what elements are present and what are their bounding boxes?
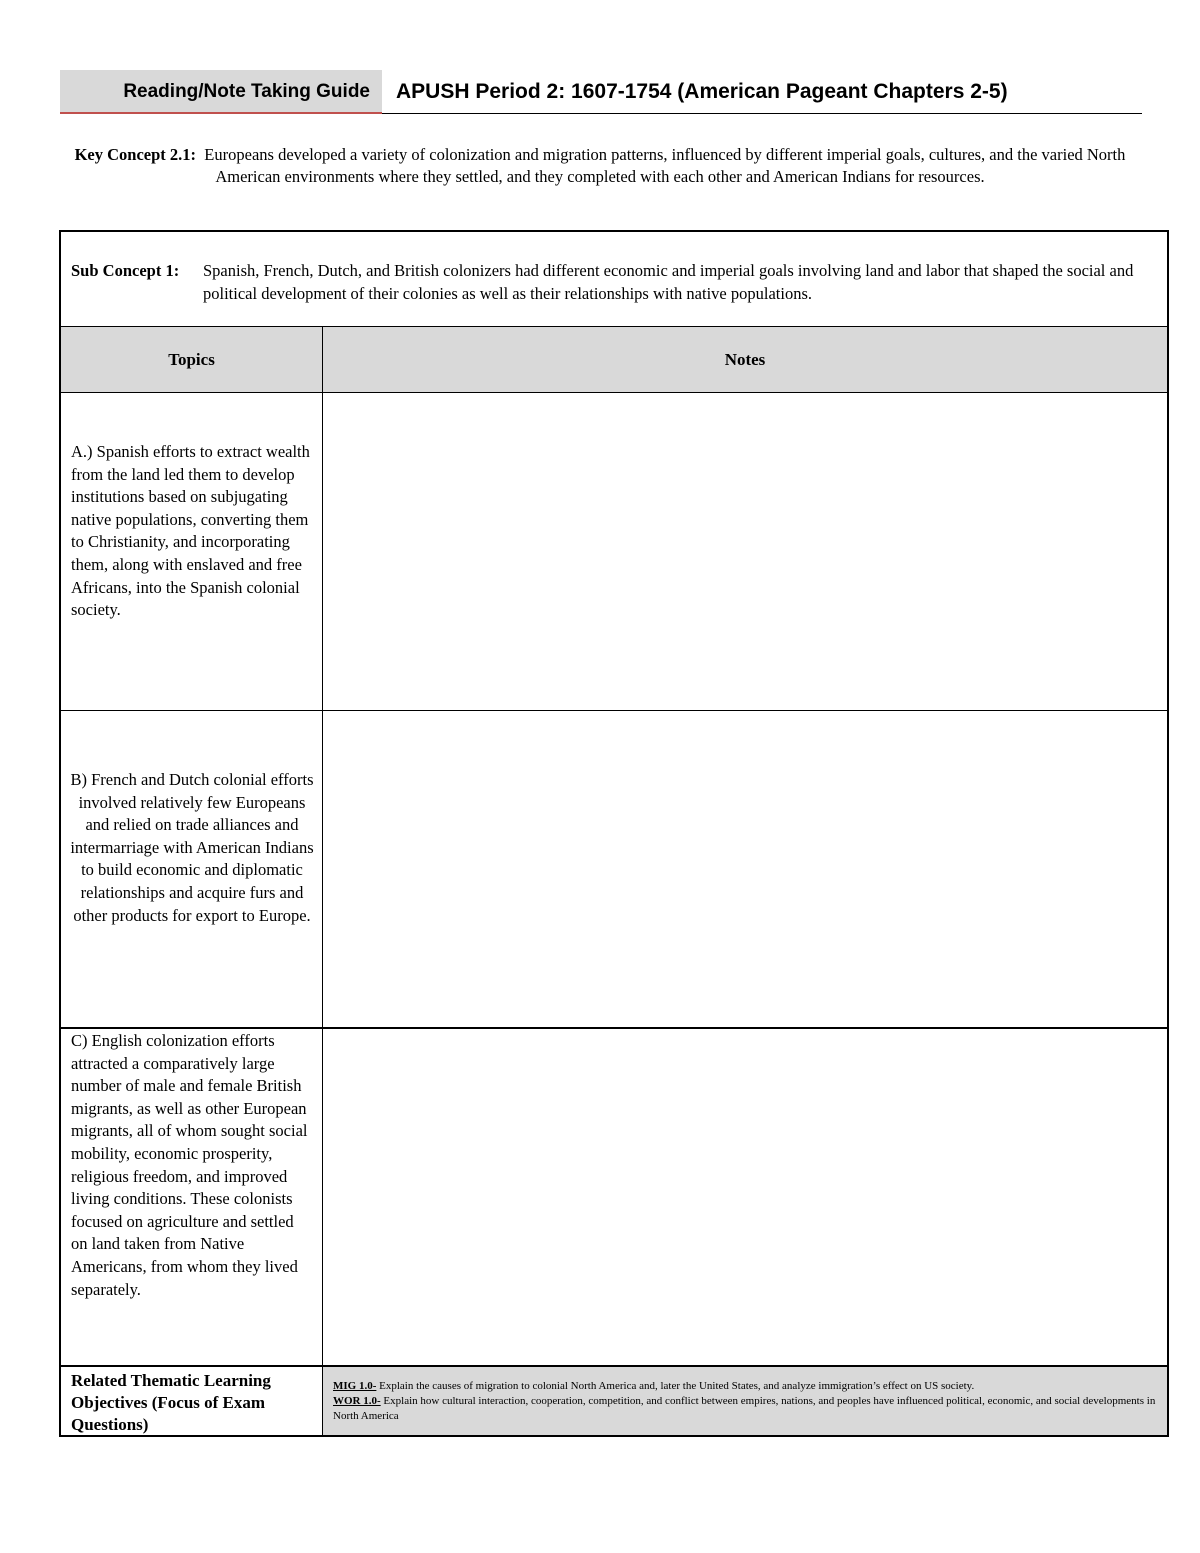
topics-header: Topics [61,327,323,392]
objective-code: MIG 1.0- [333,1380,377,1392]
sub-concept-text: Spanish, French, Dutch, and British colonizers had different economic and imperial goals involving land and labor that shaped the social and political development of their colonies as well as their relationships with native populations. [203,261,1134,303]
table-header-row [61,327,1167,393]
topic-a-text: A.) Spanish efforts to extract wealth from the land led them to develop institutions based on subjugating native populations, converting them to Christianity, and incorporating them, along with enslaved and free Africans, into the Spanish colonial society. [71,442,310,620]
page-header [60,70,1142,114]
notes-table [59,230,1169,1437]
topic-b-text: B) French and Dutch colonial efforts involved relatively few Europeans and relied on trade alliances and intermarriage with American Indians to build economic and diplomatic relationships and acquire furs and other products for export to Europe. [70,770,314,925]
sub-concept-label: Sub Concept 1: [71,261,180,280]
objectives-list [323,1367,1167,1435]
objectives-row [61,1367,1167,1435]
table-row [61,393,1167,711]
objective-item [333,1379,1159,1394]
topic-cell [61,1029,323,1365]
objective-text: Explain the causes of migration to colonial North America and, later the United States, and analyze immigration’s effect on US society. [376,1380,975,1392]
guide-label: Reading/Note Taking Guide [60,70,382,114]
topic-cell [61,393,323,710]
objectives-label-text: Related Thematic Learning Objectives (Focus of Exam Questions) [71,1371,271,1434]
topic-cell [61,711,323,1027]
key-concept-text: Europeans developed a variety of colonization and migration patterns, influenced by different imperial goals, cultures, and the varied North American environments where they settled, and they completed with each other and American Indians for resources. [204,145,1126,186]
notes-cell-b[interactable] [323,711,1167,1027]
notes-cell-a[interactable] [323,393,1167,710]
notes-header: Notes [724,350,766,369]
objectives-label [61,1367,323,1435]
key-concept-label: Key Concept 2.1: [74,145,197,164]
notes-cell-c[interactable] [323,1029,1167,1365]
sub-concept [61,232,1167,327]
table-row [61,1029,1167,1367]
key-concept [72,144,1128,188]
objective-text: Explain how cultural interaction, cooperation, competition, and conflict between empires, nations, and peoples have influenced political, economic, and social developments in North America [333,1395,1156,1422]
objective-code: WOR 1.0- [333,1395,381,1407]
table-row [61,711,1167,1029]
objective-item [333,1394,1159,1424]
page-title: APUSH Period 2: 1607-1754 (American Pageant Chapters 2-5) [382,70,1142,114]
topic-c-text: C) English colonization efforts attracted a comparatively large number of male and female British migrants, as well as other European migrants, all of whom sought social mobility, economic prosperity, religious freedom, and improved living conditions. These colonists focused on agriculture and settled on land taken from Native Americans, from whom they lived separately. [71,1031,308,1299]
